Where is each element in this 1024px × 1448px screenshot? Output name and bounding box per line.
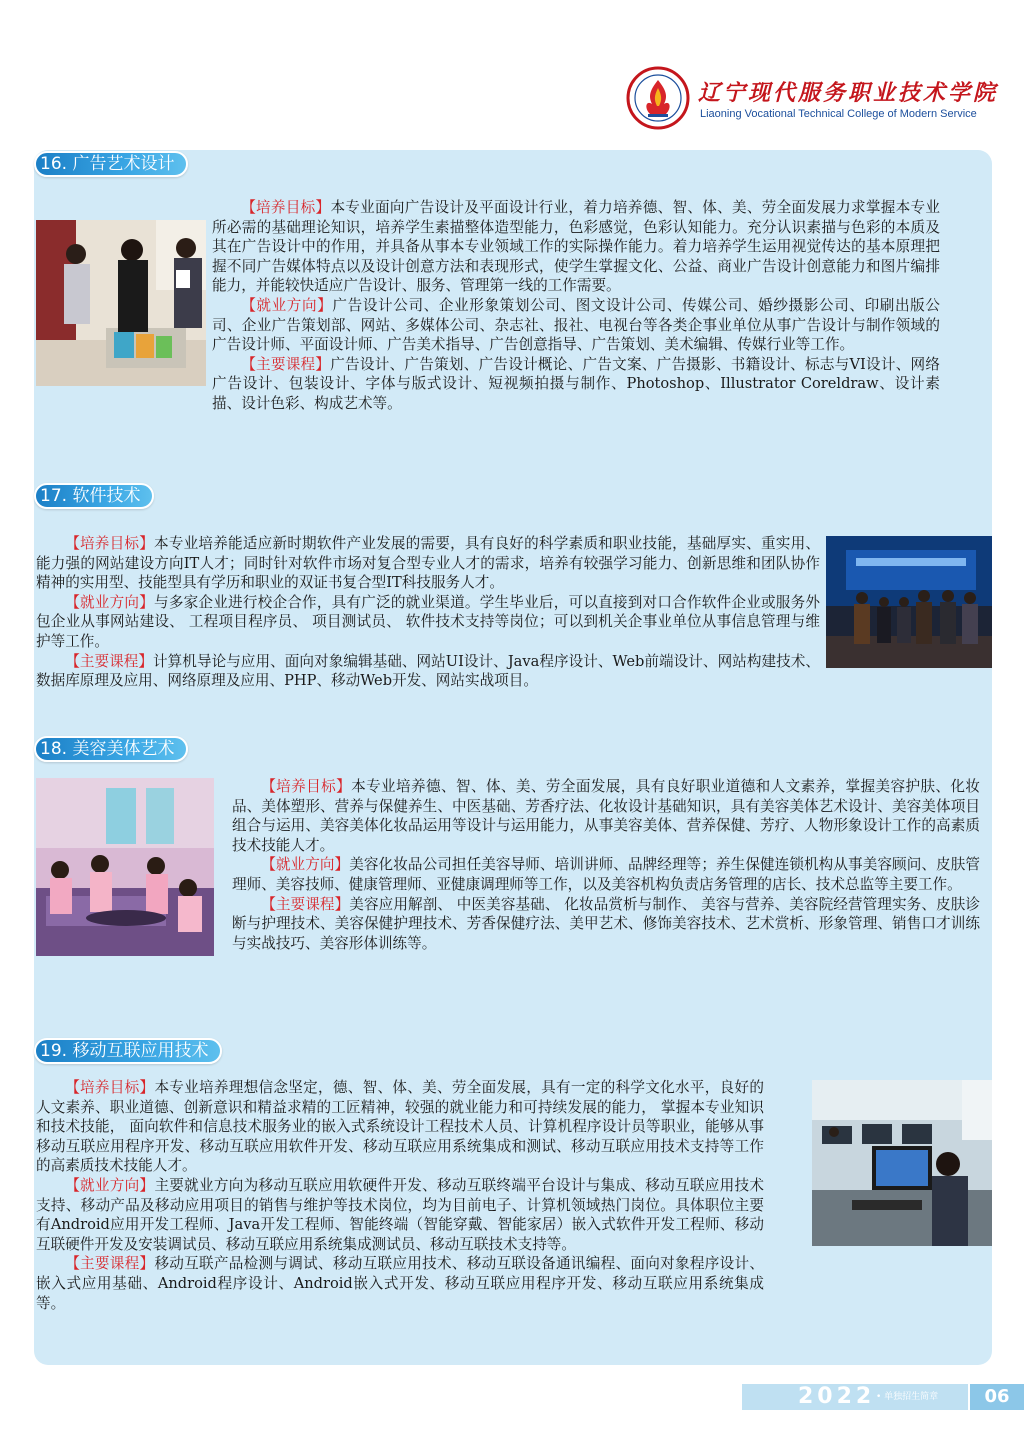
goal-tag: 【培养目标】 [261, 778, 352, 795]
section-title-17: 17. 软件技术 [34, 483, 154, 509]
section-17-career [36, 593, 820, 652]
page-number: 06 [968, 1384, 1024, 1410]
course-tag: 【主要课程】 [65, 1255, 155, 1273]
section-18-career [232, 855, 980, 894]
career-tag: 【就业方向】 [65, 593, 155, 611]
goal-text: 本专业培养理想信念坚定，德、智、体、美、劳全面发展，具有一定的科学文化水平，良好的人文素养、职业道德、创新意识和精益求精的工匠精神，较强的就业能力和可持续发展的能力， 掌握本专业知识和技术技能， 面向软件和信息技术服务业的嵌入式系统设计工程技术人员、计算机程序设计员等职业，能够从事移动互联应用程序开发、移动互联应用软件开发、移动互联应用系统集成和测试、移动互联应用技术支持等工作的高素质技术技能人才。 [36, 1079, 764, 1175]
section-18-courses [232, 895, 980, 954]
footer-subtitle: • 单独招生简章 [876, 1392, 939, 1402]
course-text: 移动互联产品检测与调试、移动互联应用技术、移动互联设备通讯编程、面向对象程序设计、嵌入式应用基础、Android程序设计、Android嵌入式开发、移动互联应用程序开发、移动互联应用系统集成等。 [36, 1255, 764, 1312]
course-text: 广告设计、广告策划、广告设计概论、广告文案、广告摄影、书籍设计、标志与VI设计、网络广告设计、包装设计、字体与版式设计、短视频拍摄与制作、Photoshop、Illustrator Coreldraw、设计素描、设计色彩、构成艺术等。 [212, 355, 940, 412]
career-text: 主要就业方向为移动互联应用软硬件开发、移动互联终端平台设计与集成、移动互联应用技术支持、移动产品及移动应用项目的销售与维护等技术岗位，均为目前电子、计算机领域热门岗位。具体职位主要有Android应用开发工程师、Java开发工程师、智能终端（智能穿戴、智能家居）嵌入式软件开发工程师、移动互联硬件开发及安装调试员、移动互联应用系统集成测试员、移动互联技术支持等。 [36, 1176, 764, 1253]
section-19-text [36, 1078, 764, 1313]
section-16-career [212, 296, 940, 355]
career-tag: 【就业方向】 [241, 296, 333, 314]
section-17-text [36, 534, 820, 691]
section-16-photo [36, 220, 206, 386]
section-17-courses [36, 652, 820, 691]
course-tag: 【主要课程】 [261, 895, 350, 913]
section-title-18: 18. 美容美体艺术 [34, 736, 188, 762]
course-text: 美容应用解剖、 中医美容基础、 化妆品赏析与制作、 美容与营养、美容院经营管理实务、皮肤诊断与护理技术、美容保健护理技术、芳香保健疗法、美甲艺术、修饰美容技术、艺术赏析、形象管理、销售口才训练与实战技巧、美容形体训练等。 [232, 895, 980, 952]
goal-tag: 【培养目标】 [241, 199, 331, 216]
section-16-courses [212, 355, 940, 414]
goal-text: 本专业面向广告设计及平面设计行业，着力培养德、智、体、美、劳全面发展力求掌握本专业所必需的基础理论知识，培养学生素描整体造型能力，色彩感觉，色彩认知能力。充分认识素描与色彩的本质及其在广告设计中的作用，并具备从事本专业领域工作的实际操作能力。着力培养学生运用视觉传达的基本原理把握不同广告媒体特点以及设计创意方法和表现形式，使学生掌握文化、公益、商业广告设计创意能力和图片编排能力，并能较快适应广告设计、服务、管理第一线的工作需要。 [212, 199, 940, 295]
page-header [620, 66, 1010, 128]
section-18-photo [36, 778, 214, 956]
section-19-career [36, 1176, 764, 1254]
section-18-goal [232, 777, 980, 855]
career-tag: 【就业方向】 [65, 1176, 155, 1194]
section-16-goal [212, 198, 940, 296]
section-17-photo [826, 536, 992, 668]
section-18-text [232, 777, 980, 953]
college-logo [626, 66, 690, 130]
page-footer [742, 1384, 1024, 1410]
section-19-goal [36, 1078, 764, 1176]
career-text: 广告设计公司、企业形象策划公司、图文设计公司、传媒公司、婚纱摄影公司、印刷出版公司、企业广告策划部、网站、多媒体公司、杂志社、报社、电视台等各类企事业单位从事广告设计与制作领域的广告设计师、平面设计师、广告美术指导、广告创意指导、广告策划、美术编辑、传媒行业等工作。 [212, 296, 940, 354]
section-title-19: 19. 移动互联应用技术 [34, 1038, 222, 1064]
course-tag: 【主要课程】 [65, 652, 154, 670]
goal-tag: 【培养目标】 [65, 1079, 155, 1096]
career-text: 美容化妆品公司担任美容导师、培训讲师、品牌经理等；养生保健连锁机构从事美容顾问、皮肤管理师、美容技师、健康管理师、亚健康调理师等工作，以及美容机构负责店务管理的店长、技术总监等主要工作。 [232, 856, 980, 893]
course-tag: 【主要课程】 [241, 355, 331, 373]
school-name-en: Liaoning Vocational Technical College of Modern Service [700, 108, 977, 120]
course-text: 计算机导论与应用、面向对象编辑基础、网站UI设计、Java程序设计、Web前端设计、网站构建技术、数据库原理及应用、网络原理及应用、PHP、移动Web开发、网站实战项目。 [36, 652, 820, 690]
career-text: 与多家企业进行校企合作，具有广泛的就业渠道。学生毕业后，可以直接到对口合作软件企业或服务外包企业从事网站建设、 工程项目程序员、 项目测试员、 软件技术支持等岗位；可以到机关企事业单位从事信息管理与维护等工作。 [36, 593, 820, 650]
section-title-16: 16. 广告艺术设计 [34, 151, 188, 177]
section-17-goal [36, 534, 820, 593]
school-name-cn: 辽宁现代服务职业技术学院 [698, 80, 999, 106]
section-16-text [212, 198, 940, 414]
footer-year: 2022 [798, 1384, 876, 1409]
section-19-courses [36, 1254, 764, 1313]
goal-text: 本专业培养德、智、体、美、劳全面发展，具有良好职业道德和人文素养，掌握美容护肤、化妆品、美体塑形、营养与保健养生、中医基础、芳香疗法、化妆设计基础知识，具有美容美体艺术设计、美容美体项目组合与运用、美容美体化妆品运用等设计与运用能力，从事美容美体、营养保健、芳疗、人物形象设计工作的高素质技术技能人才。 [232, 778, 980, 854]
section-19-photo [812, 1080, 992, 1246]
career-tag: 【就业方向】 [261, 856, 350, 874]
goal-text: 本专业培养能适应新时期软件产业发展的需要，具有良好的科学素质和职业技能，基础厚实、重实用、能力强的网站建设方向IT人才；同时针对软件市场对复合型专业人才的需求，培养有较强学习能力、创新思维和团队协作精神的实用型、技能型具有学历和职业的双证书复合型IT科技服务人才。 [36, 535, 820, 592]
goal-tag: 【培养目标】 [65, 535, 155, 552]
